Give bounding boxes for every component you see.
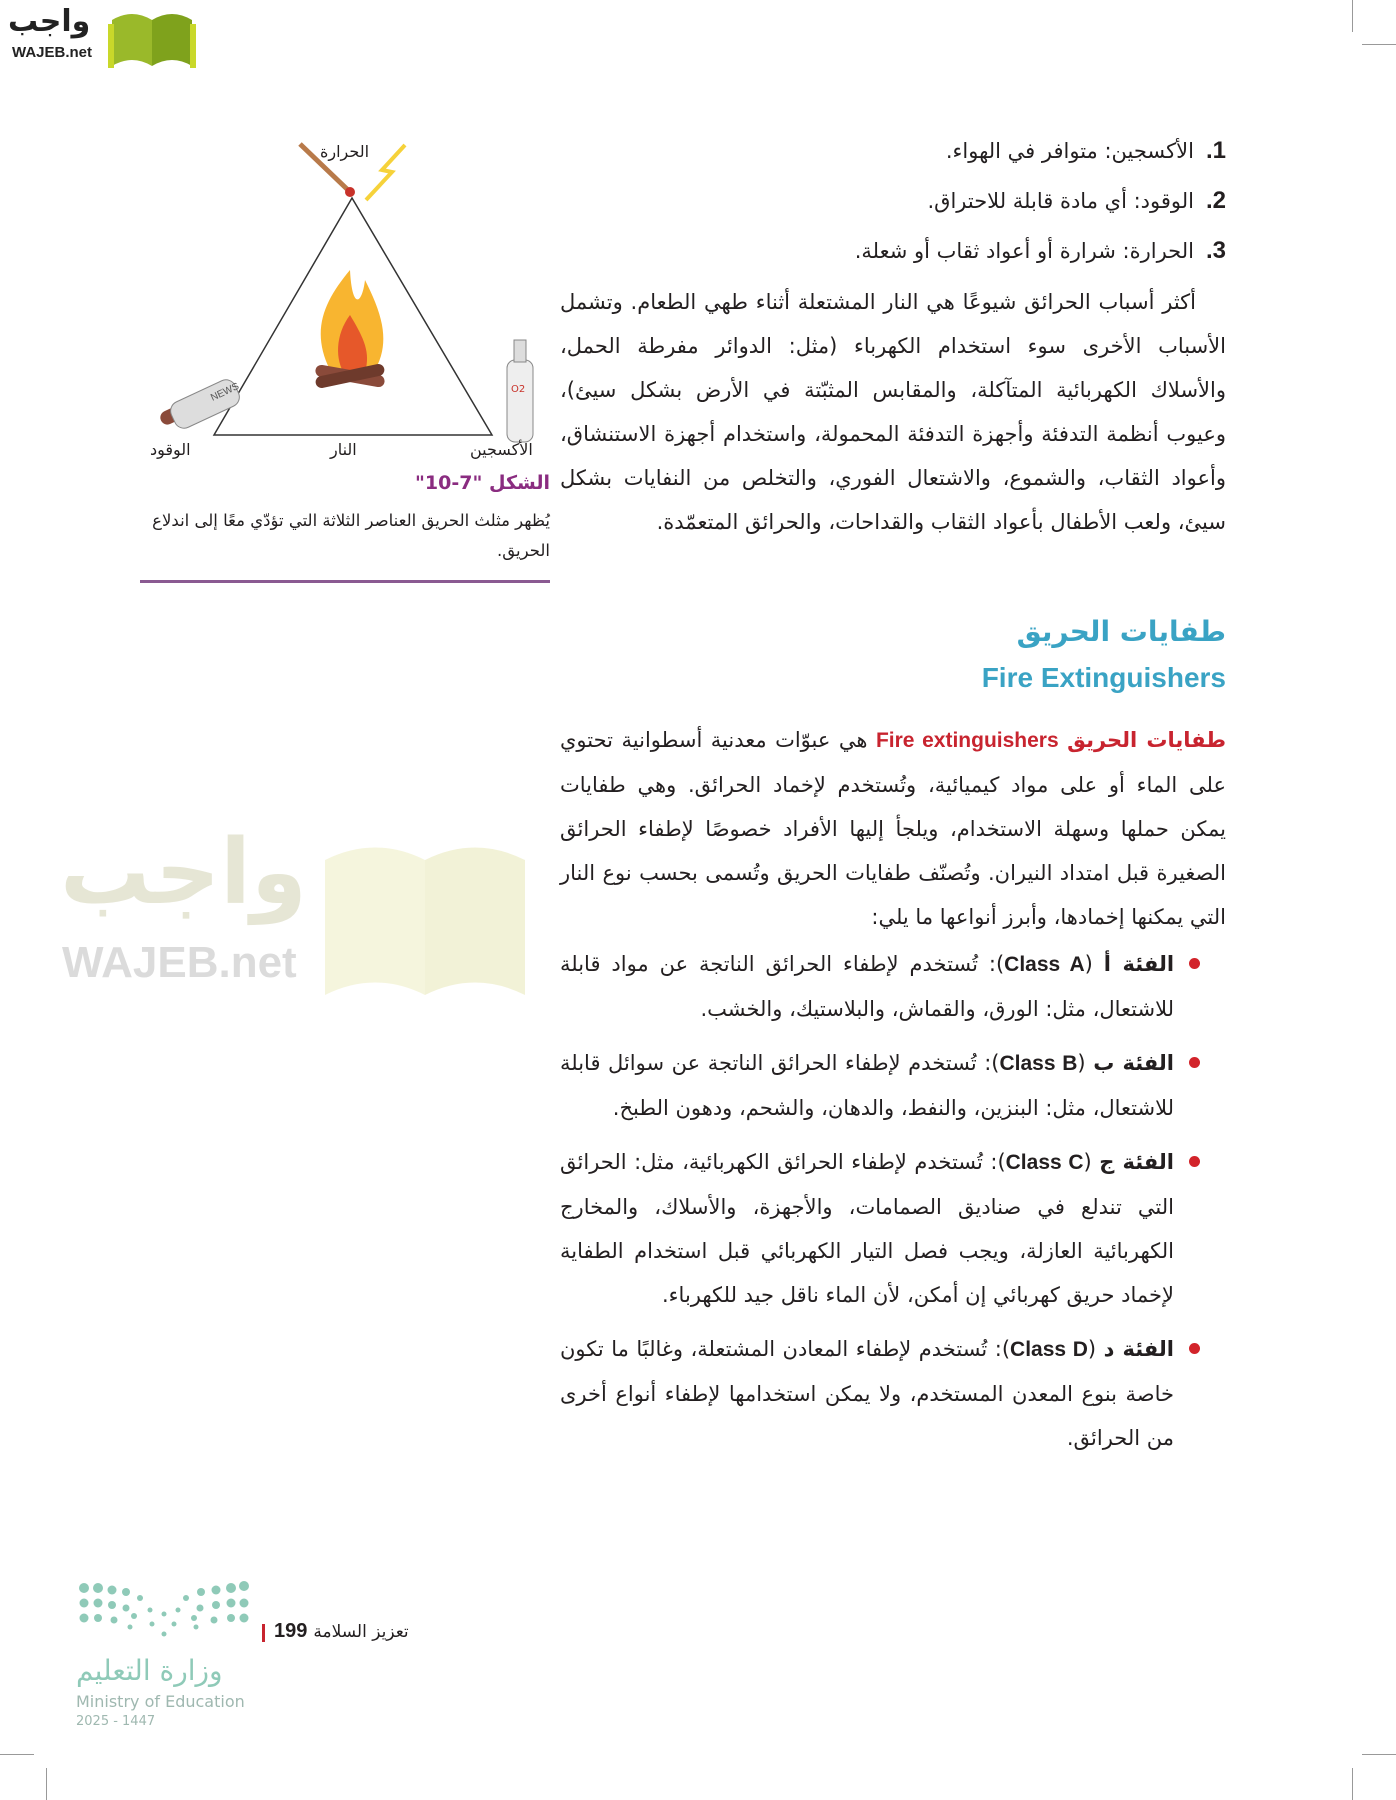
news-tag: NEWS: [209, 381, 241, 404]
fire-triangle-list: [526, 126, 1226, 276]
chapter-title: تعزيز السلامة: [313, 1622, 409, 1642]
crop-mark: [1362, 1754, 1396, 1755]
crop-mark: [1362, 44, 1396, 45]
list-item: 2. الوقود: أي مادة قابلة للاحتراق.: [927, 187, 1226, 214]
book-icon: [108, 6, 196, 68]
bullet-icon: [1189, 958, 1200, 969]
crop-mark: [1352, 0, 1353, 32]
spark-icon: [366, 145, 405, 200]
bullet-icon: [1189, 1057, 1200, 1068]
fuel-icon: [158, 377, 243, 432]
section-title-ar: طفايات الحريق: [1016, 615, 1226, 648]
match-icon: [345, 187, 355, 197]
class-item: الفئة د (Class D): تُستخدم لإطفاء المعادن المشتعلة، وغالبًا ما تكون خاصة بنوع المعدن المستخدم، ولا يمكن استخدامها لإطفاء أنواع أخرى من الحرائق.: [560, 1327, 1174, 1460]
bullet-icon: [1189, 1343, 1200, 1354]
section-title-en: Fire Extinguishers: [981, 662, 1226, 693]
fire-triangle-figure: O2 NEWS الحرارة الوقود النار الأكسجين الشكل "7-10" يُظهر مثلث الحريق العناصر الثلاثة التي تؤدّي معًا إلى اندلاع الحريق.: [130, 130, 550, 590]
watermark: واجب WAJEB.net: [60, 820, 540, 1000]
crop-mark: [0, 1754, 34, 1755]
crop-mark: [1352, 1768, 1353, 1800]
crop-mark: [46, 1768, 47, 1800]
class-item: الفئة ب (Class B): تُستخدم لإطفاء الحرائق الناتجة عن سوائل قابلة للاشتعال، مثل: البنزين، والنفط، والدهان، والشحم، ودهون الطبخ.: [560, 1041, 1174, 1130]
page-footer: [274, 1620, 409, 1643]
extinguisher-classes: [560, 942, 1174, 1470]
caption-rule: [140, 580, 550, 583]
figure-caption: يُظهر مثلث الحريق العناصر الثلاثة التي تؤدّي معًا إلى اندلاع الحريق.: [152, 511, 550, 560]
ministry-dots-icon: [76, 1580, 251, 1640]
figure-title: الشكل "7-10": [415, 472, 550, 494]
ministry-logo: وزارة التعليم Ministry of Education 2025 - 1447: [76, 1580, 336, 1740]
oxygen-cylinder-icon: [507, 340, 533, 442]
causes-paragraph: أكثر أسباب الحرائق شيوعًا هي النار المشتعلة أثناء طهي الطعام. وتشمل الأسباب الأخرى سوء استخدام الكهرباء (مثل: الدوائر مفرطة الحمل، والأسلاك الكهربائية المتآكلة، والمقابس المثبّتة في الأرض بشكل سيئ)، وعيوب أنظمة التدفئة وأجهزة التدفئة المحمولة، واستخدام أجهزة الاستنشاق، وأعواد الثقاب، والشموع، والاشتعال الفوري، والتخلص من النفايات بشكل سيئ، ولعب الأطفال بأعواد الثقاب والقداحات، والحرائق المتعمّدة.: [560, 290, 1226, 534]
page-number: 199: [274, 1620, 308, 1642]
fire-triangle-illustration: [130, 130, 550, 460]
watermark-book-icon: [315, 830, 535, 1000]
class-item: الفئة أ (Class A): تُستخدم لإطفاء الحرائق الناتجة عن مواد قابلة للاشتعال، مثل: الورق، والقماش، والبلاستيك، والخشب.: [560, 942, 1174, 1031]
wajeb-logo[interactable]: واجب WAJEB.net: [8, 4, 193, 68]
definition-paragraph: طفايات الحريق Fire extinguishers هي عبوّات معدنية أسطوانية تحتوي على الماء أو على مواد كيميائية، وتُستخدم لإخماد الحرائق. وهي طفايات يمكن حملها وسهلة الاستخدام، ويلجأ إليها الأفراد خصوصًا لإطفاء الحرائق الصغيرة قبل امتداد النيران. وتُصنّف طفايات الحريق وتُسمى بحسب نوع النار التي يمكنها إخمادها، وأبرز أنواعها ما يلي:: [560, 728, 1227, 929]
class-item: الفئة ج (Class C): تُستخدم لإطفاء الحرائق الكهربائية، مثل: الحرائق التي تندلع في صناديق الصمامات، والأجهزة، والأسلاك، والمخارج الكهربائية العازلة، ويجب فصل التيار الكهربائي قبل استخدام الطفاية لإخماد حريق كهربائي إن أمكن، لأن الماء ناقل جيد للكهرباء.: [560, 1140, 1174, 1317]
list-item: 3. الحرارة: شرارة أو أعواد ثقاب أو شعلة.: [854, 237, 1226, 264]
bullet-icon: [1189, 1156, 1200, 1167]
page-marker: [262, 1624, 265, 1642]
o2-tag: O2: [511, 384, 526, 395]
list-item: 1. الأكسجين: متوافر في الهواء.: [945, 137, 1226, 164]
flame-icon: [314, 270, 385, 389]
